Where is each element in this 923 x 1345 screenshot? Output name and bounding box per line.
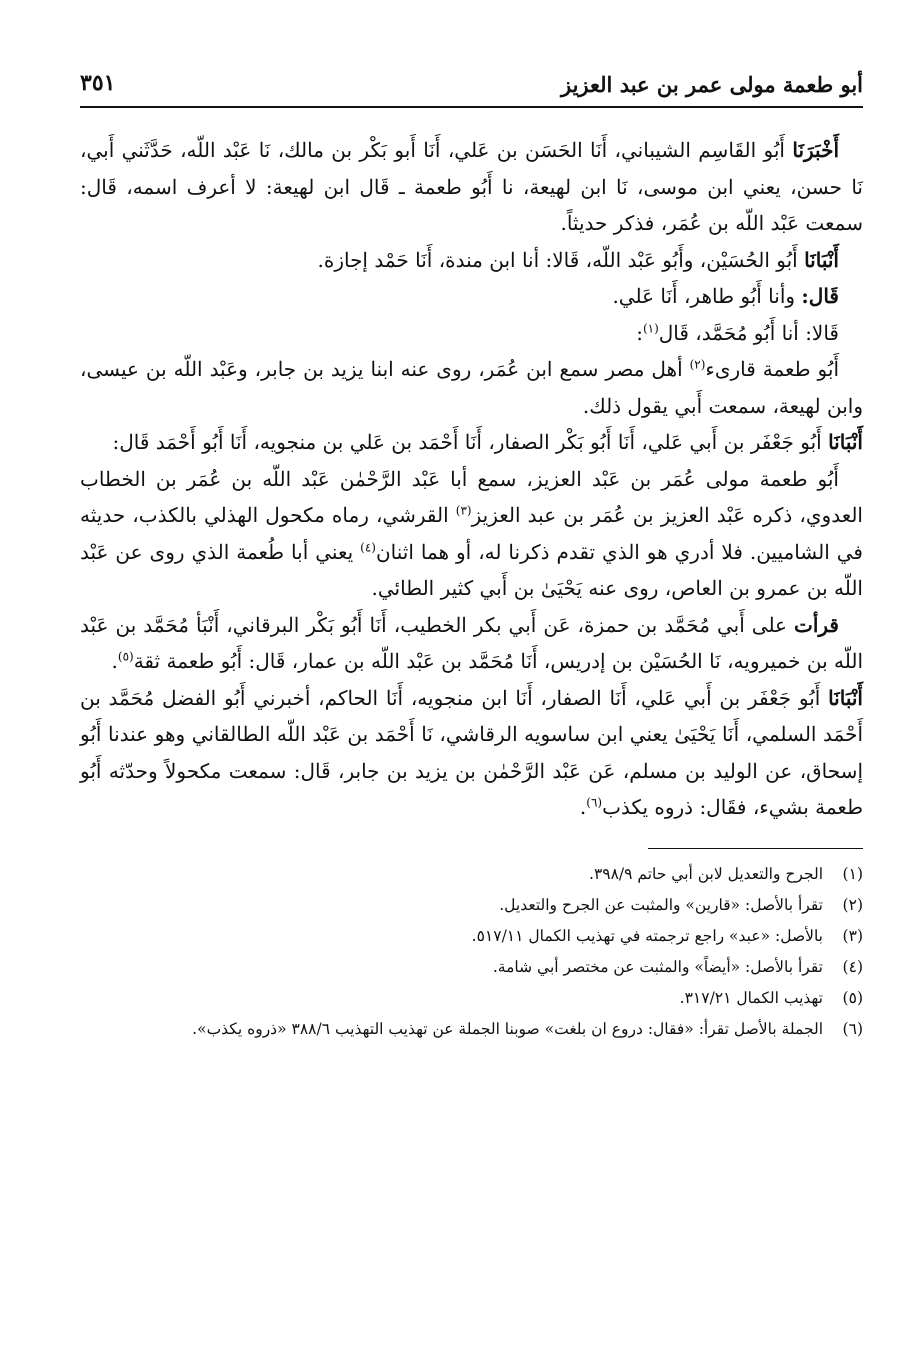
footnote-item [80,859,863,890]
paragraph-text-after: : [636,320,643,345]
footnote-divider [648,848,863,849]
book-page [80,70,863,1280]
paragraph-text: وأنا أَبُو طاهر، أَنَا عَلي. [612,284,802,308]
main-text [80,132,863,826]
page-header [80,70,863,108]
paragraph-text-after: أهل مصر سمع ابن عُمَر، روى عنه ابنا يزيد بن جابر، وعَبْد اللّه بن عيسى، وابن لهيعة، سمعت أَبي يقول ذلك. [80,357,863,418]
footnote-number: (٦) [842,1019,863,1038]
paragraph-lead: أَنْبَانَا [804,247,839,272]
footnote-item [80,983,863,1014]
paragraph-text-after: . [579,795,587,819]
footnote-item [80,1014,863,1045]
footnote-number: (٥) [842,988,863,1007]
footnote-number: (١) [842,864,863,883]
paragraph-text-after: القرشي، رماه مكحول الهذلي بالكذب، حديثه في الشاميين. فلا أدري هو الذي تقدم ذكرنا له، أو هما اثنان [80,503,863,564]
paragraph-1 [80,132,863,242]
footnotes [80,859,863,1045]
footnote-ref[interactable]: (٢) [689,357,706,372]
paragraph-7 [80,461,863,607]
footnote-item [80,890,863,921]
paragraph-text-after: . [111,649,118,673]
paragraph-9 [80,680,863,826]
paragraph-lead: أَنْبَانَا [828,685,863,710]
paragraph-lead: قَال: [801,284,839,308]
paragraph-text: قَالا: أنا أَبُو مُحَمَّد، قَال [658,320,839,345]
footnote-text: الجملة بالأصل تقرأ: «فقال: دروع ان بلغت» صوبنا الجملة عن تهذيب التهذيب ٣٨٨/٦ «ذروه يكذب». [192,1019,823,1038]
footnote-number: (٣) [842,926,863,945]
footnote-text: تهذيب الكمال ٣١٧/٢١. [679,988,823,1007]
paragraph-4 [80,315,863,352]
footnote-number: (٢) [842,895,863,914]
paragraph-text: أَبُو الحُسَيْن، وأَبُو عَبْد اللّه، قَالا: أنا ابن مندة، أَنَا حَمْد إجازة. [317,247,805,272]
footnote-text: الجرح والتعديل لابن أبي حاتم ٣٩٨/٩. [589,864,823,883]
footnote-ref[interactable]: (١) [642,320,659,335]
paragraph-5 [80,351,863,424]
footnote-ref[interactable]: (٤) [360,539,376,554]
paragraph-text: أَبُو طعمة مولى عُمَر بن عَبْد العزيز، سمع أبا عَبْد الرَّحْمٰن عَبْد اللّه بن عُمَر بن الخطاب العدوي، ذكره عَبْد العزيز بن عُمَر بن عبد العزيز [80,466,863,527]
paragraph-text: على أَبي مُحَمَّد بن حمزة، عَن أَبي بكر الخطيب، أَنَا أَبُو بَكْر البرقاني، أَنْبَأ مُحَمَّد بن عَبْد اللّه بن خميرويه، نَا الحُسَيْن بن إدريس، أَنَا مُحَمَّد بن عَبْد اللّه بن عمار، قَال: أَبُو طعمة ثقة [80,612,863,673]
footnote-ref[interactable]: (٥) [117,649,134,664]
footnote-item [80,952,863,983]
paragraph-3 [80,278,863,315]
paragraph-text: أَبُو جَعْفَر بن أَبي عَلي، أَنَا الصفار، أَنَا ابن منجويه، أَنَا الحاكم، أخبرني أَبُو الفضل مُحَمَّد بن أَحْمَد السلمي، أَنَا يَحْيَىٰ يعني ابن ساسويه الرقاشي، نَا أَحْمَد بن عَبْد اللّه الطالقاني وهو عندنا أَبُو إسحاق، عن الوليد بن مسلم، عَن عَبْد الرَّحْمٰن بن يزيد بن جابر، قَال: سمعت مكحولاً وحدّثه أَبُو طعمة بشيء، فقَال: ذروه يكذب [80,685,863,819]
paragraph-text-after: يعني أبا طُعمة الذي روى عن عَبْد اللّه بن عمرو بن العاص، روى عنه يَحْيَىٰ بن أَبي كثير الطائي. [80,539,863,600]
paragraph-8 [80,607,863,680]
footnote-ref[interactable]: (٣) [455,503,472,518]
page-number: ٣٥١ [80,70,116,96]
paragraph-text: أَبُو جَعْفَر بن أَبي عَلي، أَنَا أَبُو بَكْر الصفار، أَنَا أَحْمَد بن عَلي بن منجويه، أَنَا أَبُو أَحْمَد قَال: [112,430,829,454]
footnote-ref[interactable]: (٦) [586,795,603,810]
paragraph-6 [80,424,863,461]
footnote-text: بالأصل: «عبد» راجع ترجمته في تهذيب الكمال ٥١٧/١١. [471,926,823,945]
paragraph-lead: أَخْبَرَنَا [792,138,839,162]
footnote-number: (٤) [842,957,863,976]
paragraph-text: أَبُو القَاسِم الشيباني، أَنَا الحَسَن بن عَلي، أَنَا أَبو بَكْر بن مالك، نَا عَبْد اللّه، حَدَّثَني أَبي، نَا حسن، يعني ابن موسى، نَا ابن لهيعة، نا أَبُو طعمة ـ قَال ابن لهيعة: لا أعرف اسمه، قَال: سمعت عَبْد اللّه بن عُمَر، فذكر حديثاً. [80,138,863,235]
paragraph-2 [80,242,863,279]
paragraph-text: أَبُو طعمة قارىء [705,357,839,381]
footnote-text: تقرأ بالأصل: «قارين» والمثبت عن الجرح والتعديل. [499,895,823,914]
paragraph-lead: قرأت [794,612,839,637]
paragraph-lead: أَنْبَانَا [828,430,863,454]
running-title: أبو طعمة مولى عمر بن عبد العزيز [561,72,863,97]
footnote-item [80,921,863,952]
footnote-text: تقرأ بالأصل: «أيضاً» والمثبت عن مختصر أبي شامة. [492,957,823,976]
